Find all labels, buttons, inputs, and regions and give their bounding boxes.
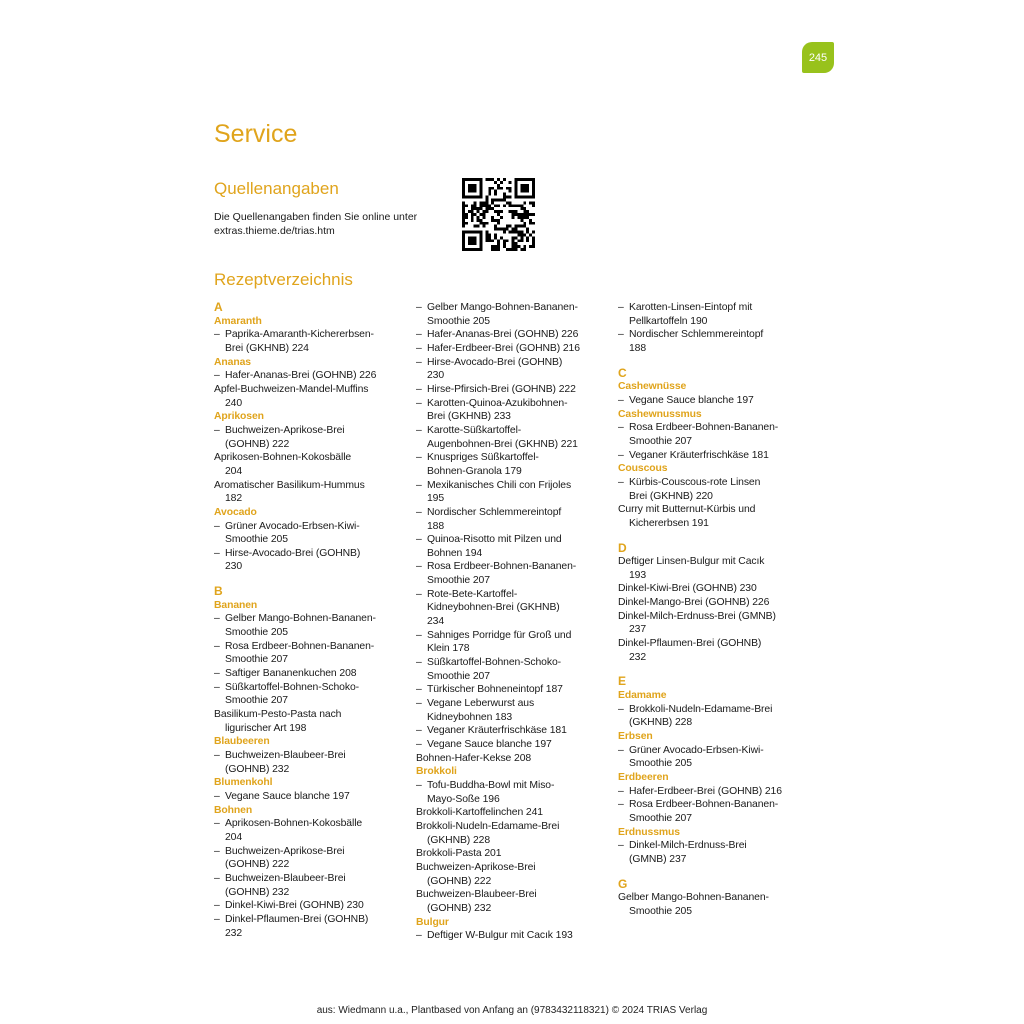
index-entry-continuation: 188 (629, 342, 647, 354)
index-entry: – Grüner Avocado-Erbsen-Kiwi- (618, 744, 808, 758)
index-entry-continuation: 230 (427, 370, 445, 382)
index-entry: – Aprikosen-Bohnen-Kokosbälle (214, 817, 404, 831)
index-entry: – Rosa Erdbeer-Bohnen-Bananen- (618, 421, 808, 435)
index-entry-continuation: Smoothie 207 (629, 812, 692, 824)
index-entry-continuation: (GMNB) 237 (629, 853, 687, 865)
index-entry-continuation: 193 (629, 569, 647, 581)
index-entry-continuation: 237 (629, 624, 647, 636)
index-entry-continuation: Mayo-Soße 196 (427, 793, 500, 805)
index-entry: – Süßkartoffel-Bohnen-Schoko- (416, 656, 606, 670)
index-category: Couscous (618, 463, 668, 475)
index-entry: Curry mit Butternut-Kürbis und (618, 504, 756, 516)
index-entry-continuation: Pellkartoffeln 190 (629, 315, 708, 327)
index-entry: – Hafer-Ananas-Brei (GOHNB) 226 (214, 369, 404, 383)
index-entry: – Karotte-Süßkartoffel- (416, 424, 606, 438)
index-entry: – Nordischer Schlemmereintopf (618, 328, 808, 342)
index-entry: – Rosa Erdbeer-Bohnen-Bananen- (618, 798, 808, 812)
index-column-2 (416, 301, 606, 943)
index-entry: – Dinkel-Kiwi-Brei (GOHNB) 230 (214, 899, 404, 913)
index-entry: – Hafer-Erdbeer-Brei (GOHNB) 216 (618, 785, 808, 799)
index-entry: – Hirse-Pfirsich-Brei (GOHNB) 222 (416, 383, 606, 397)
index-entry: – Dinkel-Pflaumen-Brei (GOHNB) (214, 913, 404, 927)
index-entry: – Hirse-Avocado-Brei (GOHNB) (416, 356, 606, 370)
index-category: Bohnen (214, 804, 253, 816)
sources-line-1: Die Quellenangaben finden Sie online unter (214, 211, 418, 223)
index-entry: – Türkischer Bohneneintopf 187 (416, 683, 606, 697)
footer-credit: aus: Wiedmann u.a., Plantbased von Anfang an (9783432118321) © 2024 TRIAS Verlag (316, 1005, 708, 1016)
index-letter: G (618, 876, 628, 891)
index-entry-continuation: Bohnen 194 (427, 547, 483, 559)
sources-heading: Quellenangaben (214, 179, 339, 198)
index-entry-continuation: 230 (225, 561, 243, 573)
index-entry: Brokkoli-Nudeln-Edamame-Brei (416, 820, 560, 832)
index-entry: – Rosa Erdbeer-Bohnen-Bananen- (214, 640, 404, 654)
index-entry: – Saftiger Bananenkuchen 208 (214, 667, 404, 681)
index-entry: Buchweizen-Aprikose-Brei (416, 861, 536, 873)
index-entry: – Quinoa-Risotto mit Pilzen und (416, 533, 606, 547)
index-entry: – Gelber Mango-Bohnen-Bananen- (214, 612, 404, 626)
index-spacer (618, 664, 808, 675)
index-entry: Buchweizen-Blaubeer-Brei (416, 889, 537, 901)
index-spacer (618, 867, 808, 878)
index-entry: – Brokkoli-Nudeln-Edamame-Brei (618, 703, 808, 717)
index-entry: – Tofu-Buddha-Bowl mit Miso- (416, 779, 606, 793)
index-entry: – Vegane Leberwurst aus (416, 697, 606, 711)
qr-code-icon (462, 178, 535, 251)
index-entry: – Vegane Sauce blanche 197 (618, 394, 808, 408)
index-entry: – Vegane Sauce blanche 197 (214, 790, 404, 804)
index-entry-continuation: 240 (225, 397, 243, 409)
index-entry: Deftiger Linsen-Bulgur mit Cacık (618, 556, 765, 568)
index-spacer (214, 574, 404, 585)
index-entry-continuation: Klein 178 (427, 643, 470, 655)
index-category: Cashewnussmus (618, 408, 702, 420)
index-entry-continuation: Smoothie 205 (225, 627, 288, 639)
index-entry: – Grüner Avocado-Erbsen-Kiwi- (214, 520, 404, 534)
index-entry: – Dinkel-Milch-Erdnuss-Brei (618, 839, 808, 853)
index-letter: E (618, 674, 626, 689)
index-spacer (618, 531, 808, 542)
index-entry-continuation: (GKHNB) 228 (629, 717, 692, 729)
index-entry-continuation: (GOHNB) 232 (427, 902, 492, 914)
index-entry-continuation: (GOHNB) 232 (225, 886, 290, 898)
sources-link[interactable]: extras.thieme.de/trias.htm (214, 224, 335, 237)
index-entry: – Hirse-Avocado-Brei (GOHNB) (214, 547, 404, 561)
index-entry-continuation: Smoothie 205 (629, 758, 692, 770)
index-entry-continuation: Bohnen-Granola 179 (427, 465, 522, 477)
index-category: Erbsen (618, 731, 653, 743)
index-entry: – Nordischer Schlemmereintopf (416, 506, 606, 520)
index-entry: Bohnen-Hafer-Kekse 208 (416, 752, 532, 764)
index-entry-continuation: Smoothie 207 (427, 575, 490, 587)
index-entry: – Vegane Sauce blanche 197 (416, 738, 606, 752)
index-entry: – Gelber Mango-Bohnen-Bananen- (416, 301, 606, 315)
index-entry-continuation: Smoothie 205 (225, 534, 288, 546)
index-letter: D (618, 540, 627, 555)
index-entry: – Knuspriges Süßkartoffel- (416, 451, 606, 465)
index-entry-continuation: Augenbohnen-Brei (GKHNB) 221 (427, 438, 578, 450)
index-category: Amaranth (214, 315, 262, 327)
index-entry-continuation: ligurischer Art 198 (225, 722, 307, 734)
index-entry: – Rosa Erdbeer-Bohnen-Bananen- (416, 560, 606, 574)
index-entry-continuation: Kidneybohnen-Brei (GKHNB) (427, 602, 560, 614)
index-entry: Brokkoli-Kartoffelinchen 241 (416, 807, 543, 819)
index-category: Avocado (214, 506, 257, 518)
index-category: Blumenkohl (214, 777, 273, 789)
index-entry-continuation: (GOHNB) 222 (225, 438, 290, 450)
index-entry-continuation: Smoothie 207 (629, 435, 692, 447)
index-entry: Brokkoli-Pasta 201 (416, 848, 502, 860)
index-entry-continuation: Smoothie 205 (629, 905, 692, 917)
index-entry: Dinkel-Mango-Brei (GOHNB) 226 (618, 597, 770, 609)
index-spacer (618, 356, 808, 367)
index-entry-continuation: Kidneybohnen 183 (427, 711, 513, 723)
index-entry-continuation: 204 (225, 465, 243, 477)
index-entry-continuation: Brei (GKHNB) 220 (629, 490, 713, 502)
index-entry-continuation: (GOHNB) 222 (225, 859, 290, 871)
index-entry: – Hafer-Erdbeer-Brei (GOHNB) 216 (416, 342, 606, 356)
index-entry: Gelber Mango-Bohnen-Bananen- (618, 892, 769, 904)
index-entry: – Rote-Bete-Kartoffel- (416, 588, 606, 602)
index-category: Erdbeeren (618, 772, 669, 783)
index-category: Bulgur (416, 916, 449, 928)
index-entry-continuation: 204 (225, 831, 243, 843)
index-entry: Aromatischer Basilikum-Hummus (214, 479, 365, 491)
index-letter: A (214, 300, 223, 314)
index-entry: Basilikum-Pesto-Pasta nach (214, 709, 342, 721)
index-entry: Dinkel-Milch-Erdnuss-Brei (GMNB) (618, 610, 776, 622)
index-category: Ananas (214, 356, 251, 368)
index-entry-continuation: 188 (427, 520, 445, 532)
index-entry: Aprikosen-Bohnen-Kokosbälle (214, 452, 352, 464)
page-number-badge: 245 (802, 42, 834, 73)
index-entry-continuation: 182 (225, 493, 243, 505)
index-column-1 (214, 301, 404, 940)
index-entry: – Kürbis-Couscous-rote Linsen (618, 476, 808, 490)
recipe-index-heading: Rezeptverzeichnis (214, 270, 353, 289)
index-category: Blaubeeren (214, 736, 270, 748)
index-entry: – Sahniges Porridge für Groß und (416, 629, 606, 643)
index-entry-continuation: Brei (GKHNB) 224 (225, 342, 309, 354)
index-entry-continuation: Brei (GKHNB) 233 (427, 411, 511, 423)
index-entry: Dinkel-Pflaumen-Brei (GOHNB) (618, 638, 762, 650)
index-entry-continuation: (GKHNB) 228 (427, 834, 490, 846)
index-entry-continuation: Smoothie 207 (427, 670, 490, 682)
index-entry: – Deftiger W-Bulgur mit Cacık 193 (416, 929, 606, 943)
index-entry-continuation: Smoothie 207 (225, 695, 288, 707)
index-category: Brokkoli (416, 766, 457, 778)
index-entry: – Veganer Kräuterfrischkäse 181 (618, 449, 808, 463)
index-entry: Dinkel-Kiwi-Brei (GOHNB) 230 (618, 583, 757, 595)
index-letter: C (618, 365, 627, 380)
index-category: Erdnussmus (618, 826, 680, 838)
index-entry-continuation: (GOHNB) 222 (427, 875, 492, 887)
index-entry-continuation: 232 (629, 651, 647, 663)
index-entry-continuation: 234 (427, 616, 445, 628)
index-entry-continuation: Smoothie 207 (225, 654, 288, 666)
page-title: Service (214, 120, 298, 148)
index-category: Bananen (214, 599, 258, 611)
index-entry-continuation: Kichererbsen 191 (629, 517, 709, 529)
index-entry: – Süßkartoffel-Bohnen-Schoko- (214, 681, 404, 695)
index-entry-continuation: 232 (225, 927, 243, 939)
index-category: Edamame (618, 690, 667, 702)
index-entry: – Buchweizen-Blaubeer-Brei (214, 749, 404, 763)
index-entry: – Buchweizen-Blaubeer-Brei (214, 872, 404, 886)
index-entry-continuation: 195 (427, 493, 445, 505)
index-entry-continuation: Smoothie 205 (427, 315, 490, 327)
index-entry: – Paprika-Amaranth-Kichererbsen- (214, 328, 404, 342)
index-entry: – Hafer-Ananas-Brei (GOHNB) 226 (416, 328, 606, 342)
index-entry: Apfel-Buchweizen-Mandel-Muffins (214, 383, 369, 395)
index-entry-continuation: (GOHNB) 232 (225, 763, 290, 775)
index-entry: – Mexikanisches Chili con Frijoles (416, 479, 606, 493)
index-column-3 (618, 301, 808, 919)
index-category: Cashewnüsse (618, 381, 687, 393)
sources-text (214, 211, 417, 238)
index-category: Aprikosen (214, 411, 264, 423)
index-entry: – Karotten-Quinoa-Azukibohnen- (416, 397, 606, 411)
index-entry: – Buchweizen-Aprikose-Brei (214, 845, 404, 859)
index-letter: B (214, 584, 223, 599)
index-entry: – Karotten-Linsen-Eintopf mit (618, 301, 808, 315)
index-entry: – Veganer Kräuterfrischkäse 181 (416, 724, 606, 738)
index-entry: – Buchweizen-Aprikose-Brei (214, 424, 404, 438)
